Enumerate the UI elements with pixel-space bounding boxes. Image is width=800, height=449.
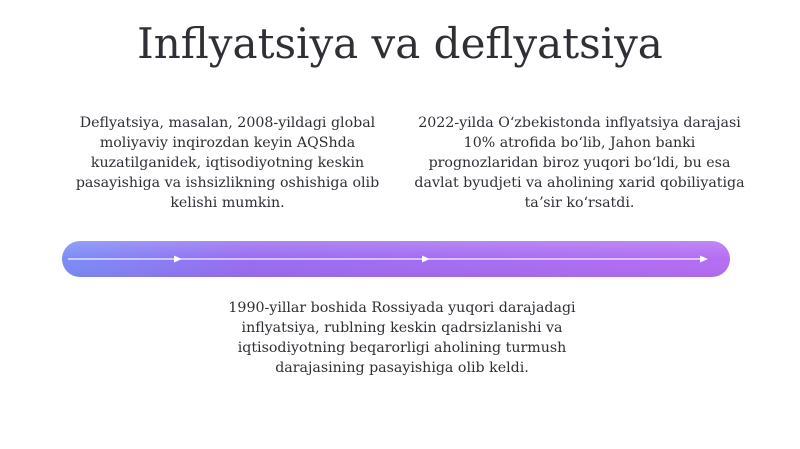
slide-title: Inflyatsiya va deflyatsiya (137, 19, 663, 68)
timeline-bar (62, 241, 730, 277)
timeline-graphic (62, 241, 730, 277)
text-block-deflation: Deflyatsiya, masalan, 2008-yildagi global moliyaviy inqirozdan keyin AQShda kuzatilganidek, iqtisodiyotning keskin pasayishiga va ishsizlikning oshishiga olib kelishi mumkin. (75, 115, 380, 211)
text-block-uzbekistan: 2022-yilda Oʻzbekistonda inflyatsiya darajasi 10% atrofida boʻlib, Jahon banki prognozlaridan biroz yuqori boʻldi, bu esa davlat byudjeti va aholining xarid qobiliyatiga taʼsir koʻrsatdi. (414, 115, 745, 211)
text-block-russia: 1990-yillar boshida Rossiyada yuqori darajadagi inflyatsiya, rublning keskin qadrsizlanishi va iqtisodiyotning beqarorligi aholining turmush darajasining pasayishiga olib keldi. (228, 300, 576, 376)
